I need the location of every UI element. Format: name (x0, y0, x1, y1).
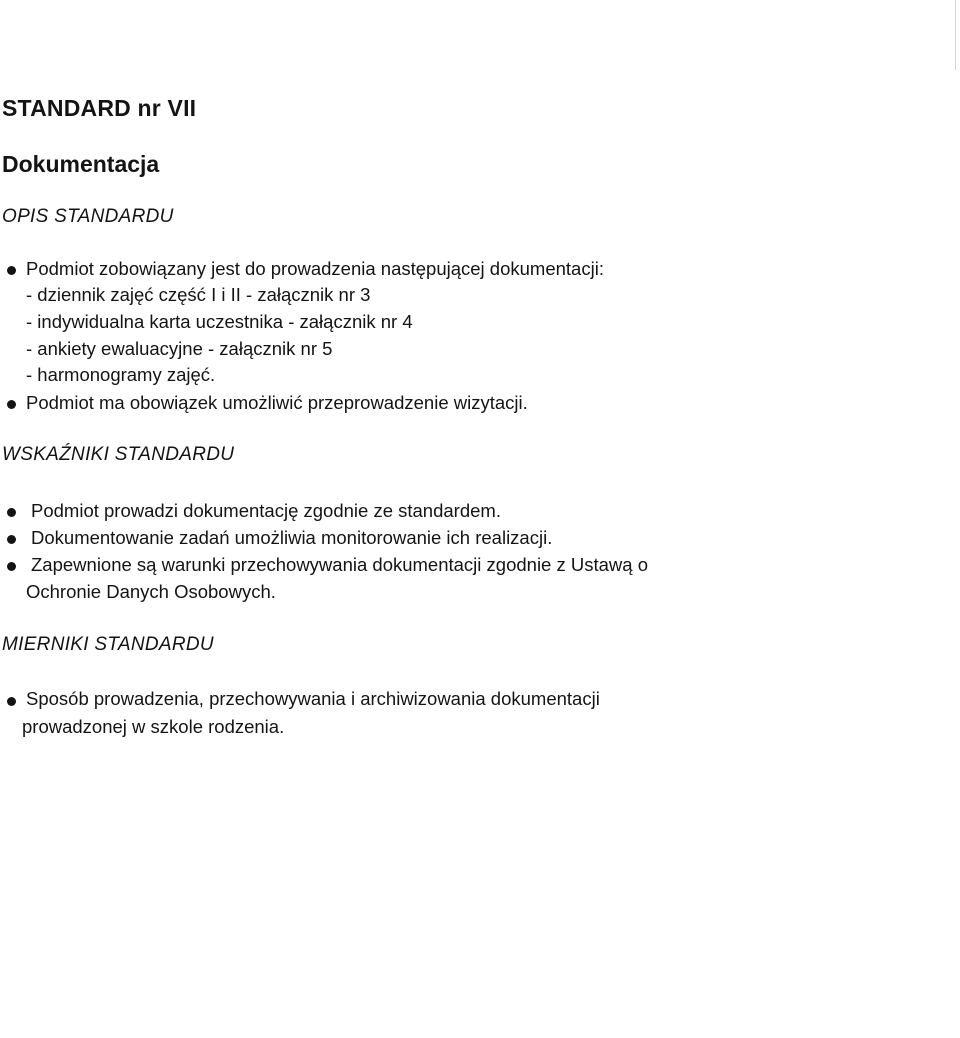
indicator-item: Dokumentowanie zadań umożliwia monitorowanie ich realizacji. (31, 527, 553, 548)
bullet-icon (7, 266, 16, 275)
measure-item-line-1: Sposób prowadzenia, przechowywania i archiwizowania dokumentacji (26, 688, 600, 709)
documentation-sub-item: - ankiety ewaluacyjne - załącznik nr 5 (26, 338, 333, 359)
documentation-sub-item: - indywidualna karta uczestnika - załącznik nr 4 (26, 311, 413, 332)
indicator-item: Podmiot prowadzi dokumentację zgodnie ze standardem. (31, 500, 501, 521)
document-subtitle: Dokumentacja (2, 151, 160, 177)
bullet-icon (7, 562, 16, 571)
document-title: STANDARD nr VII (2, 95, 197, 121)
bullet-icon (7, 508, 16, 517)
description-heading: OPIS STANDARDU (2, 206, 174, 227)
bullet-icon (7, 535, 16, 544)
documentation-sub-item: - harmonogramy zajęć. (26, 364, 216, 385)
description-bullet-1: Podmiot zobowiązany jest do prowadzenia następującej dokumentacji: (26, 258, 604, 279)
measures-heading: MIERNIKI STANDARDU (2, 634, 214, 655)
indicator-item-continuation: Ochronie Danych Osobowych. (26, 581, 276, 602)
scan-edge-line (955, 0, 956, 70)
indicator-item: Zapewnione są warunki przechowywania dokumentacji zgodnie z Ustawą o (31, 554, 648, 575)
documentation-sub-item: - dziennik zajęć część I i II - załącznik nr 3 (26, 284, 371, 305)
measure-item-line-2: prowadzonej w szkole rodzenia. (22, 716, 285, 737)
bullet-icon (7, 697, 16, 706)
bullet-icon (7, 400, 16, 409)
description-bullet-2: Podmiot ma obowiązek umożliwić przeprowadzenie wizytacji. (26, 392, 528, 413)
indicators-heading: WSKAŹNIKI STANDARDU (2, 444, 235, 465)
